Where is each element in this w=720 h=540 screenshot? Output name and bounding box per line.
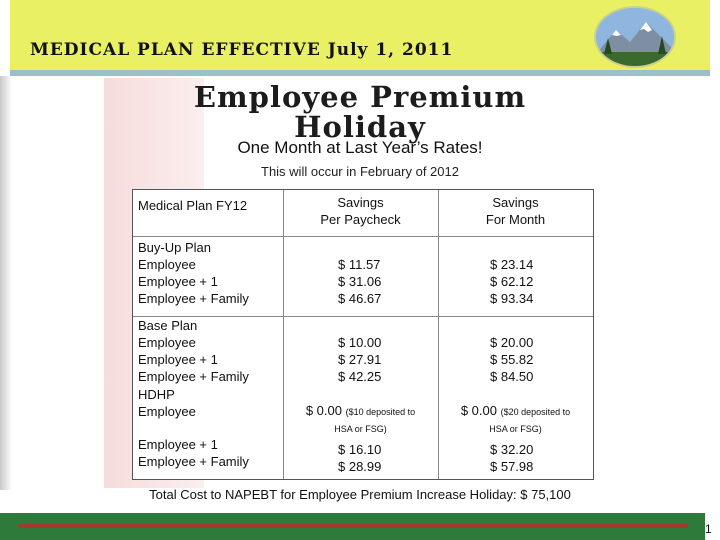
header-strip <box>10 70 710 76</box>
deposit-note: ($20 deposited to <box>500 407 571 417</box>
subtitle: One Month at Last Year’s Rates! <box>237 138 483 157</box>
month-values-base <box>490 334 620 385</box>
table-cell: $ 55.82 <box>490 352 534 367</box>
plan-name: Buy-Up Plan <box>138 240 211 255</box>
table-cell: $ 42.25 <box>338 369 382 384</box>
plan-labels-hdhp-more <box>138 436 249 470</box>
paycheck-values-hdhp-more <box>338 441 468 475</box>
table-cell: $ 0.00 <box>305 403 342 418</box>
schedule-note: This will occur in February of 2012 <box>261 164 459 179</box>
tier-label: Employee + Family <box>138 369 249 384</box>
tier-label: Employee <box>138 257 196 272</box>
page-number: 1 <box>705 522 712 536</box>
header-line: Per Paycheck <box>320 212 401 227</box>
tier-label: Employee + 1 <box>138 352 218 367</box>
column-header-plan: Medical Plan FY12 <box>138 198 248 213</box>
tier-label: Employee + 1 <box>138 274 218 289</box>
left-shadow <box>0 76 12 490</box>
month-hdhp <box>438 402 593 438</box>
mountain-landscape-icon <box>594 6 676 68</box>
header-title: MEDICAL PLAN EFFECTIVE July 1, 2011 <box>30 40 454 60</box>
month-values-hdhp-more <box>490 441 620 475</box>
table-cell: $ 20.00 <box>490 335 534 350</box>
table-cell: $ 0.00 <box>460 403 497 418</box>
table-divider <box>133 236 593 237</box>
table-cell: $ 16.10 <box>338 442 382 457</box>
deposit-note: ($10 deposited to <box>345 407 416 417</box>
table-cell: $ 31.06 <box>338 274 382 289</box>
table-cell: $ 57.98 <box>490 459 534 474</box>
tier-label: Employee + Family <box>138 454 249 469</box>
plan-name: HDHP <box>138 387 175 402</box>
deposit-note: HSA or FSG) <box>334 424 387 434</box>
table-cell: $ 46.67 <box>338 291 382 306</box>
table-cell: $ 62.12 <box>490 274 534 289</box>
table-cell: $ 23.14 <box>490 257 534 272</box>
premium-table <box>132 189 594 480</box>
plan-name: Base Plan <box>138 318 198 333</box>
tier-label: Employee + 1 <box>138 437 218 452</box>
table-cell: $ 84.50 <box>490 369 534 384</box>
table-cell: $ 10.00 <box>338 335 382 350</box>
tier-label: Employee + Family <box>138 291 249 306</box>
page-title-line1: Employee Premium <box>193 80 527 114</box>
paycheck-values-buyup <box>338 256 468 307</box>
paycheck-hdhp <box>283 402 438 438</box>
table-cell: $ 27.91 <box>338 352 382 367</box>
table-cell: $ 93.34 <box>490 291 534 306</box>
plan-labels-buyup <box>138 239 249 307</box>
column-header-paycheck <box>283 194 438 228</box>
column-header-month <box>438 194 593 228</box>
total-cost-note: Total Cost to NAPEBT for Employee Premium Increase Holiday: $ 75,100 <box>149 487 571 502</box>
deposit-note: HSA or FSG) <box>489 424 542 434</box>
header-line: Savings <box>492 195 539 210</box>
table-cell: $ 32.20 <box>490 442 534 457</box>
tier-label: Employee <box>138 404 196 419</box>
plan-labels-base <box>138 317 249 385</box>
table-cell: $ 28.99 <box>338 459 382 474</box>
plan-labels-hdhp <box>138 386 196 420</box>
table-cell: $ 11.57 <box>338 257 381 272</box>
page-title-line2: Holiday <box>294 110 426 144</box>
tier-label: Employee <box>138 335 196 350</box>
paycheck-values-base <box>338 334 468 385</box>
footer-stripe <box>18 524 688 528</box>
month-values-buyup <box>490 256 620 307</box>
header-line: For Month <box>485 212 546 227</box>
header-line: Savings <box>337 195 384 210</box>
